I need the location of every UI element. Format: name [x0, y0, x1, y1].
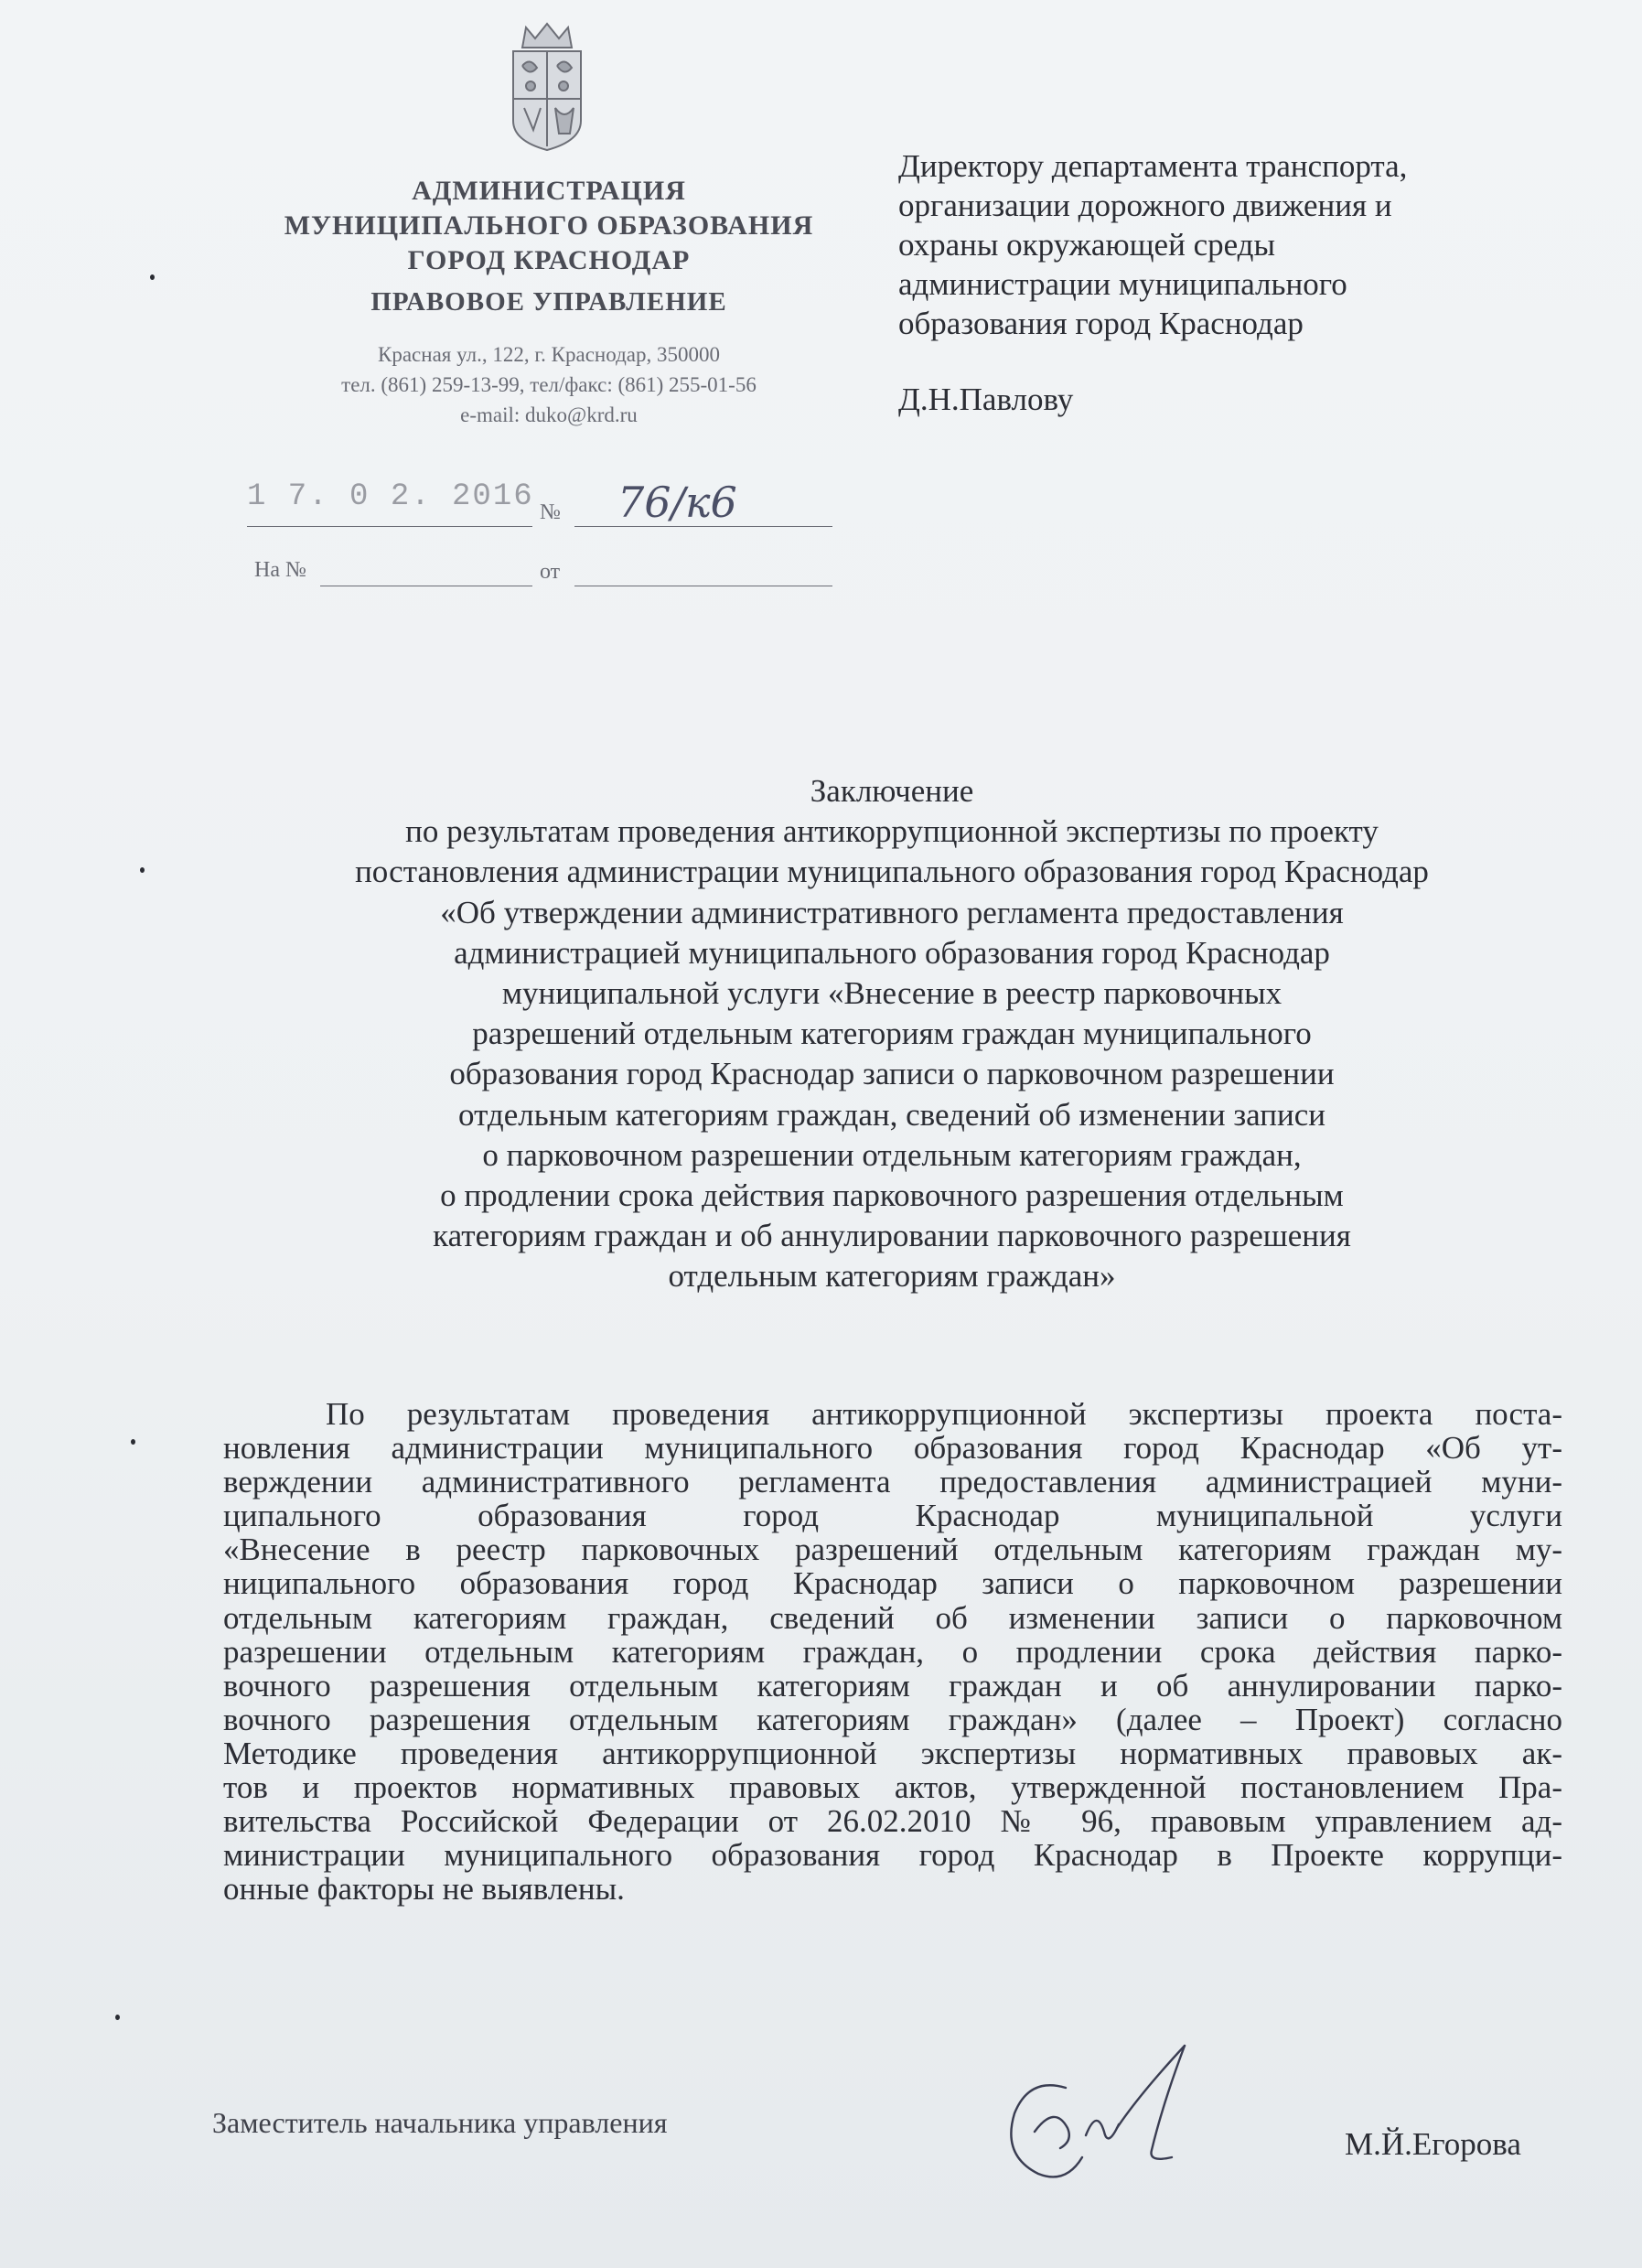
- date-stamp: 1 7. 0 2. 2016: [247, 479, 534, 514]
- email-text: e-mail: duko@krd.ru: [460, 403, 638, 426]
- reply-to-label: На №: [254, 558, 306, 582]
- letterhead-line: ГОРОД КРАСНОДАР: [407, 245, 691, 275]
- title-line: муниципальной услуги «Внесение в реестр парковочных: [501, 975, 1282, 1012]
- letterhead-line: АДМИНИСТРАЦИЯ: [412, 176, 686, 206]
- letterhead-line: МУНИЦИПАЛЬНОГО ОБРАЗОВАНИЯ: [284, 210, 814, 241]
- body-line: «Внесение в реестр парковочных разрешений отдельным категориям граждан му-: [223, 1532, 1562, 1568]
- number-label: №: [540, 500, 561, 524]
- title-line: отдельным категориям граждан»: [668, 1258, 1116, 1295]
- addressee-line: администрации муниципального: [898, 266, 1347, 302]
- handwritten-number: 76/к6: [617, 478, 737, 527]
- title-line: по результатам проведения антикоррупционной экспертизы по проекту: [405, 813, 1379, 850]
- signatory-name: М.Й.Егорова: [1345, 2126, 1521, 2162]
- body-paragraph: [223, 1397, 1562, 1906]
- department-name: ПРАВОВОЕ УПРАВЛЕНИЕ: [370, 287, 727, 317]
- binder-dot: [131, 1439, 135, 1445]
- body-line: верждении административного регламента предоставления администрацией муни-: [223, 1464, 1562, 1500]
- title-heading: Заключение: [810, 773, 974, 809]
- from-label: от: [540, 560, 561, 584]
- title-line: «Об утверждении административного регламента предоставления: [440, 894, 1344, 930]
- addressee-block: [898, 146, 1612, 419]
- body-line: вительства Российской Федерации от 26.02.2010 № 96, правовым управлением ад-: [223, 1803, 1562, 1840]
- document-title: [210, 771, 1573, 1297]
- binder-dot: [115, 2015, 120, 2020]
- binder-dot: [150, 274, 155, 280]
- body-line: отдельным категориям граждан, сведений об изменении записи о парковочном: [223, 1599, 1562, 1636]
- title-line: постановления администрации муниципального образования город Краснодар: [355, 854, 1429, 890]
- addressee-line: Директору департамента транспорта,: [898, 148, 1408, 184]
- title-line: отдельным категориям граждан, сведений об изменении записи: [458, 1096, 1325, 1133]
- body-line: онные факторы не выявлены.: [223, 1871, 625, 1908]
- addressee-line: образования город Краснодар: [898, 306, 1304, 341]
- body-line: ципального образования город Краснодар муниципальной услуги: [223, 1498, 1562, 1534]
- body-line: вочного разрешения отдельным категориям граждан и об аннулировании парко-: [223, 1667, 1562, 1704]
- body-line: министрации муниципального образования город Краснодар в Проекте коррупци-: [223, 1837, 1562, 1874]
- addressee-line: охраны окружающей среды: [898, 227, 1276, 263]
- body-line: разрешении отдельным категориям граждан, о продлении срока действия парко-: [223, 1633, 1562, 1670]
- letterhead: [229, 174, 869, 430]
- title-line: о продлении срока действия парковочного разрешения отдельным: [440, 1177, 1344, 1214]
- body-line: Методике проведения антикоррупционной экспертизы нормативных правовых ак-: [223, 1735, 1562, 1771]
- phone-text: тел. (861) 259-13-99, тел/факс: (861) 255-01-56: [341, 373, 757, 396]
- title-line: о парковочном разрешении отдельным категориям граждан,: [482, 1136, 1302, 1173]
- number-underline: [574, 526, 832, 527]
- body-line: вочного разрешения отдельным категориям граждан» (далее – Проект) согласно: [223, 1701, 1562, 1737]
- handwritten-signature: [1002, 2040, 1217, 2187]
- date-underline: [247, 526, 532, 527]
- title-line: образования город Краснодар записи о парковочном разрешении: [449, 1056, 1335, 1092]
- title-line: категориям граждан и об аннулировании парковочного разрешения: [433, 1218, 1351, 1254]
- addressee-name: Д.Н.Павлову: [898, 382, 1074, 417]
- body-line: По результатам проведения антикоррупционной экспертизы проекта поста-: [326, 1396, 1562, 1432]
- coat-of-arms-icon: [506, 20, 588, 153]
- addressee-line: организации дорожного движения и: [898, 188, 1392, 223]
- binder-dot: [140, 867, 145, 873]
- body-line: ниципального образования город Краснодар записи о парковочном разрешении: [223, 1565, 1562, 1602]
- signatory-position: Заместитель начальника управления: [212, 2106, 668, 2139]
- title-line: администрацией муниципального образования город Краснодар: [454, 934, 1330, 971]
- body-line: новления администрации муниципального образования город Краснодар «Об ут-: [223, 1430, 1562, 1467]
- body-line: тов и проектов нормативных правовых актов, утвержденной постановлением Пра-: [223, 1769, 1562, 1806]
- title-line: разрешений отдельным категориям граждан муниципального: [472, 1016, 1312, 1052]
- address-text: Красная ул., 122, г. Краснодар, 350000: [378, 343, 720, 366]
